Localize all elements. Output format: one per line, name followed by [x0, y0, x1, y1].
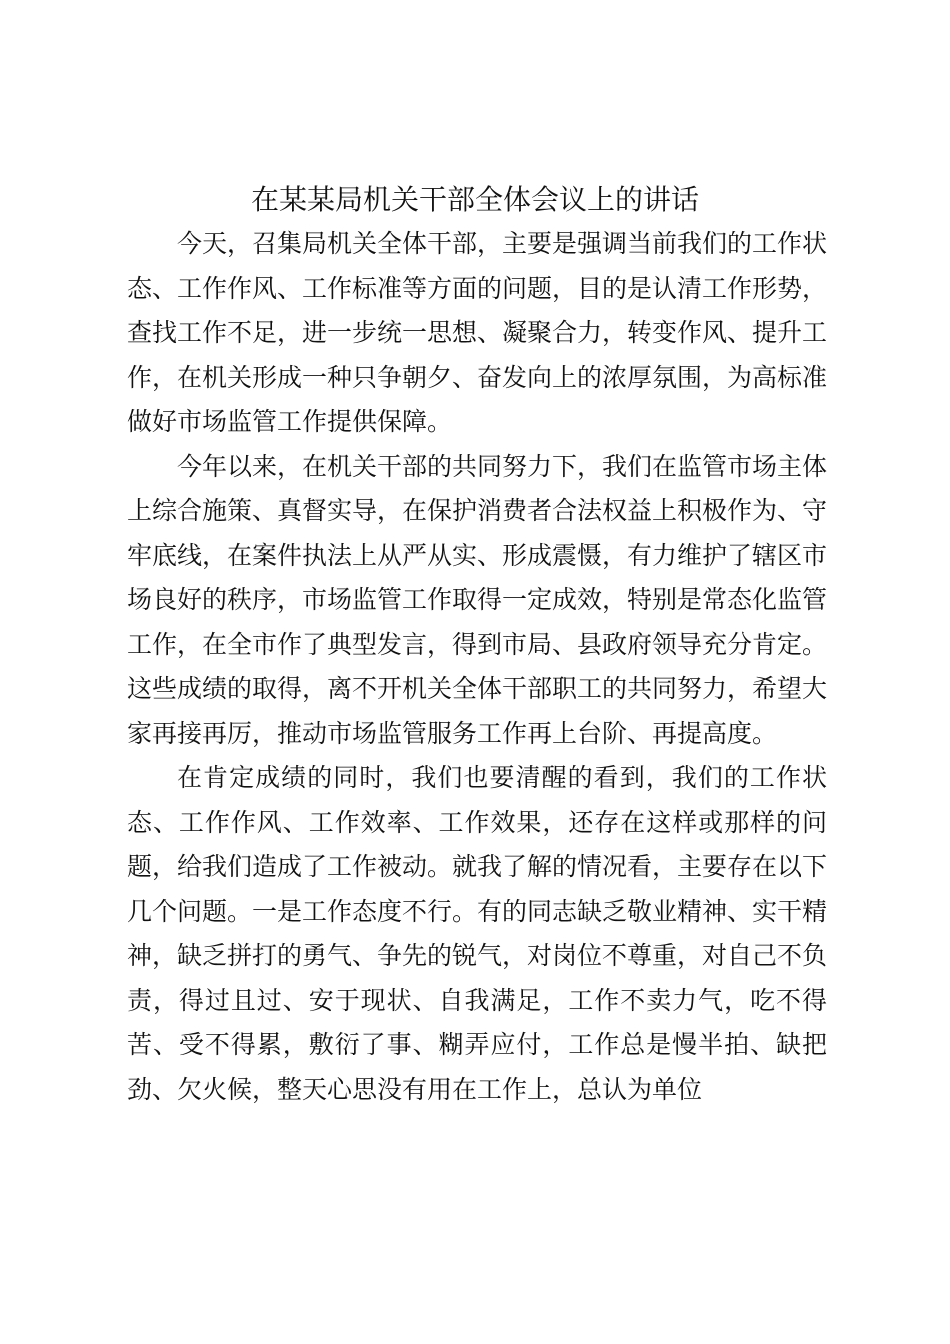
- paragraph-3: 在肯定成绩的同时，我们也要清醒的看到，我们的工作状态、工作作风、工作效率、工作效果，还存在这样或那样的问题，给我们造成了工作被动。就我了解的情况看，主要存在以下几个问题。一是工作态度不行。有的同志缺乏敬业精神、实干精神，缺乏拼打的勇气、争先的锐气，对岗位不尊重，对自己不负责，得过且过、安于现状、自我满足，工作不卖力气，吃不得苦、受不得累，敷衍了事、糊弄应付，工作总是慢半拍、缺把劲、欠火候，整天心思没有用在工作上，总认为单位: [127, 763, 828, 1104]
- paragraph-1: 今天，召集局机关全体干部，主要是强调当前我们的工作状态、工作作风、工作标准等方面的问题，目的是认清工作形势，查找工作不足，进一步统一思想、凝聚合力，转变作风、提升工作，在机关形成一种只争朝夕、奋发向上的浓厚氛围，为高标准做好市场监管工作提供保障。: [127, 229, 828, 436]
- paragraph-2: 今年以来，在机关干部的共同努力下，我们在监管市场主体上综合施策、真督实导，在保护消费者合法权益上积极作为、守牢底线，在案件执法上从严从实、形成震慑，有力维护了辖区市场良好的秩序，市场监管工作取得一定成效，特别是常态化监管工作，在全市作了典型发言，得到市局、县政府领导充分肯定。这些成绩的取得，离不开机关全体干部职工的共同努力，希望大家再接再厉，推动市场监管服务工作再上台阶、再提高度。: [127, 451, 828, 748]
- document-body: [127, 222, 827, 1112]
- document-title: 在某某局机关干部全体会议上的讲话: [250, 183, 699, 216]
